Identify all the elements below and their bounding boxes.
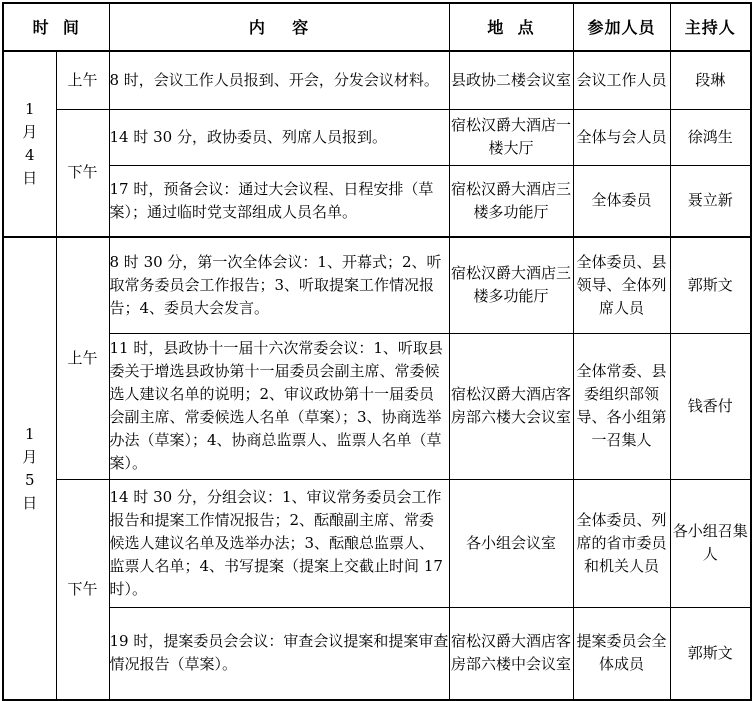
table-row	[3, 479, 751, 607]
row-content: 17 时，预备会议：通过大会议程、日程安排（草案）；通过临时党支部组成人员名单。	[109, 165, 449, 237]
row-people: 提案委员会全体成员	[573, 607, 670, 700]
row-place: 宿松汉爵大酒店三楼多功能厅	[449, 237, 573, 333]
row-place: 宿松汉爵大酒店客房部六楼大会议室	[449, 333, 573, 479]
day-month-label: 月	[22, 447, 38, 466]
row-host: 郭斯文	[670, 237, 751, 333]
header-row	[3, 3, 751, 51]
row-host: 各小组召集人	[670, 479, 751, 607]
period-pm: 下午	[56, 109, 109, 237]
row-host: 段琳	[670, 51, 751, 109]
schedule-table	[2, 2, 752, 701]
row-content: 14 时 30 分，政协委员、列席人员报到。	[109, 109, 449, 165]
day-day-label: 日	[22, 493, 38, 512]
header-place: 地 点	[449, 3, 573, 51]
header-content: 内 容	[109, 3, 449, 51]
row-host: 郭斯文	[670, 607, 751, 700]
row-host: 钱香付	[670, 333, 751, 479]
row-content: 8 时，会议工作人员报到、开会，分发会议材料。	[109, 51, 449, 109]
row-place: 宿松汉爵大酒店三楼多功能厅	[449, 165, 573, 237]
header-people: 参加人员	[573, 3, 670, 51]
day-month: 1	[24, 100, 35, 118]
row-people: 全体委员	[573, 165, 670, 237]
row-people: 全体委员、县领导、全体列席人员	[573, 237, 670, 333]
day-month: 1	[24, 424, 35, 443]
header-host: 主持人	[670, 3, 751, 51]
row-content: 14 时 30 分，分组会议：1、审议常务委员会工作报告和提案工作情况报告；2、酝酿副主席、常委候选人建议名单及选举办法；3、酝酿总监票人、监票人名单；4、书写提案（提案上交截止时间 17 时）。	[109, 479, 449, 607]
row-host: 徐鸿生	[670, 109, 751, 165]
table-row	[3, 51, 751, 109]
table-row	[3, 165, 751, 237]
row-place: 宿松汉爵大酒店一楼大厅	[449, 109, 573, 165]
day-month-label: 月	[22, 123, 38, 141]
row-place: 各小组会议室	[449, 479, 573, 607]
day-cell-jan4	[3, 51, 56, 237]
row-content: 8 时 30 分，第一次全体会议：1、开幕式；2、听取常务委员会工作报告；3、听取提案工作情况报告；4、委员大会发言。	[109, 237, 449, 333]
period-pm: 下午	[56, 479, 109, 700]
row-host: 聂立新	[670, 165, 751, 237]
period-am: 上午	[56, 51, 109, 109]
day-day: 5	[24, 470, 35, 489]
row-content: 19 时，提案委员会会议：审查会议提案和提案审查情况报告（草案）。	[109, 607, 449, 700]
period-am: 上午	[56, 237, 109, 479]
row-content: 11 时，县政协十一届十六次常委会议：1、听取县委关于增选县政协第十一届委员会副主席、常委候选人建议名单的说明；2、审议政协第十一届委员会副主席、常委候选人名单（草案）；3、协商选举办法（草案）；4、协商总监票人、监票人名单（草案）。	[109, 333, 449, 479]
table-row	[3, 237, 751, 333]
table-row	[3, 333, 751, 479]
row-people: 全体委员、列席的省市委员和机关人员	[573, 479, 670, 607]
row-people: 全体常委、县委组织部领导、各小组第一召集人	[573, 333, 670, 479]
table-row	[3, 109, 751, 165]
day-cell-jan5	[3, 237, 56, 700]
table-row	[3, 607, 751, 700]
row-people: 会议工作人员	[573, 51, 670, 109]
row-place: 宿松汉爵大酒店客房部六楼中会议室	[449, 607, 573, 700]
header-time: 时 间	[3, 3, 109, 51]
day-day: 4	[24, 146, 35, 164]
day-day-label: 日	[22, 169, 38, 187]
row-people: 全体与会人员	[573, 109, 670, 165]
row-place: 县政协二楼会议室	[449, 51, 573, 109]
